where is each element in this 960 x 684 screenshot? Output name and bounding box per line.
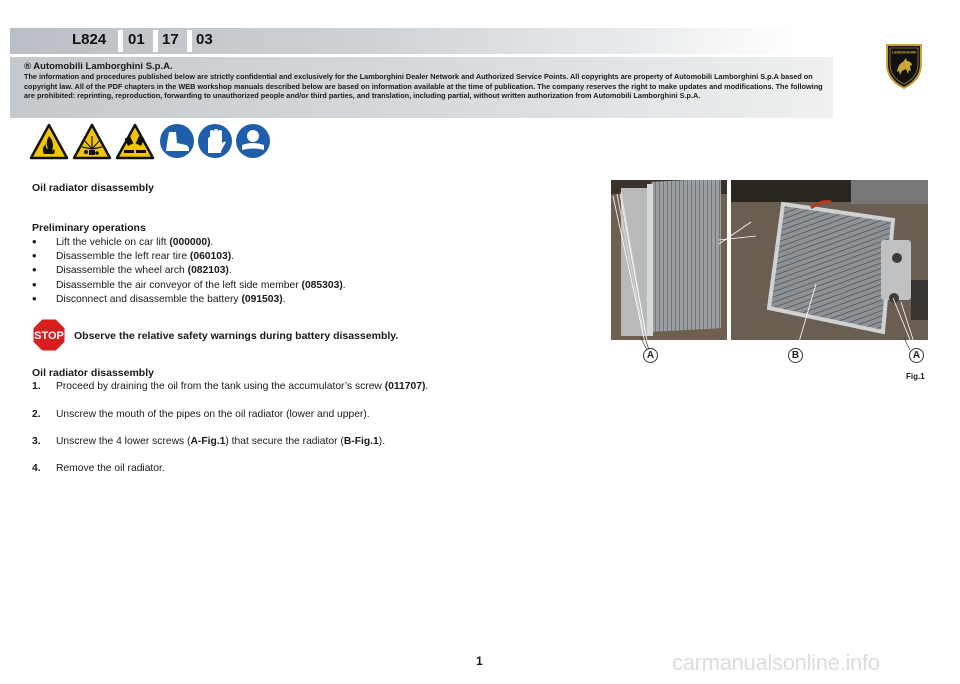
oil-radiator-photo xyxy=(611,180,928,340)
safety-goggles-icon xyxy=(235,123,271,159)
protective-gloves-icon xyxy=(197,123,233,159)
procedure-step: 3. Unscrew the 4 lower screws (A-Fig.1) that secure the radiator (B-Fig.1). xyxy=(32,436,386,447)
stop-sign-icon xyxy=(32,318,66,352)
code-separator xyxy=(118,30,123,52)
procedure-step: 1. Proceed by draining the oil from the tank using the accumulator’s screw (011707). xyxy=(32,381,429,392)
callout-b: B xyxy=(788,348,803,363)
page-number: 1 xyxy=(476,654,483,668)
list-item: • Disassemble the left rear tire (060103). xyxy=(32,250,346,264)
procedure-heading: Oil radiator disassembly xyxy=(32,367,154,379)
lamborghini-shield-icon xyxy=(884,42,924,90)
list-item: • Disassemble the air conveyor of the left side member (085303). xyxy=(32,279,346,293)
preliminary-list xyxy=(32,236,346,307)
procedure-step: 4. Remove the oil radiator. xyxy=(32,463,165,474)
logo-text: LAMBORGHINI xyxy=(891,50,917,55)
callout-a-left: A xyxy=(643,348,658,363)
watermark: carmanualsonline.info xyxy=(672,650,880,675)
page-title: Oil radiator disassembly xyxy=(32,182,154,194)
code-separator xyxy=(187,30,192,52)
copyright-text: The information and procedures published below are strictly confidential and exclusively for the Lamborghini Dealer Network and Authorized Service Points. All copyrights are property of Automobili Lamborghini S.p.A based on copyright law. All of the PDF chapters in the WEB workshop manuals described below are based on information available at the time of publication. The company reserves the right to make updates and modifications. The following are prohibited: reprinting, reproduction, forwarding to unauthorized people and/or third parties, and translation, including partial, without written authorization from Automobili Lamborghini S.p.A. xyxy=(24,72,823,101)
copyright-title: ® Automobili Lamborghini S.p.A. xyxy=(24,61,173,72)
procedure-step: 2. Unscrew the mouth of the pipes on the oil radiator (lower and upper). xyxy=(32,409,370,420)
callout-leaders xyxy=(611,338,928,354)
stop-label: STOP xyxy=(34,330,64,342)
safety-shoes-icon xyxy=(159,123,195,159)
section-code: 03 xyxy=(196,31,213,48)
callout-a-right: A xyxy=(909,348,924,363)
flammable-warning-icon xyxy=(29,123,69,161)
code-separator xyxy=(153,30,158,52)
corrosive-warning-icon xyxy=(115,123,155,161)
group-code: 01 xyxy=(128,31,145,48)
warning-text: Observe the relative safety warnings during battery disassembly. xyxy=(74,330,399,342)
list-item: • Disassemble the wheel arch (082103). xyxy=(32,264,346,278)
list-item: • Disconnect and disassemble the battery (091503). xyxy=(32,293,346,307)
list-item: • Lift the vehicle on car lift (000000). xyxy=(32,236,346,250)
figure-label: Fig.1 xyxy=(906,372,925,381)
explosive-warning-icon xyxy=(72,123,112,161)
preliminary-heading: Preliminary operations xyxy=(32,222,146,234)
model-code: L824 xyxy=(72,31,107,48)
copyright-notice xyxy=(10,57,833,118)
document-code-bar xyxy=(10,28,800,54)
safety-warning xyxy=(32,318,399,352)
subgroup-code: 17 xyxy=(162,31,179,48)
